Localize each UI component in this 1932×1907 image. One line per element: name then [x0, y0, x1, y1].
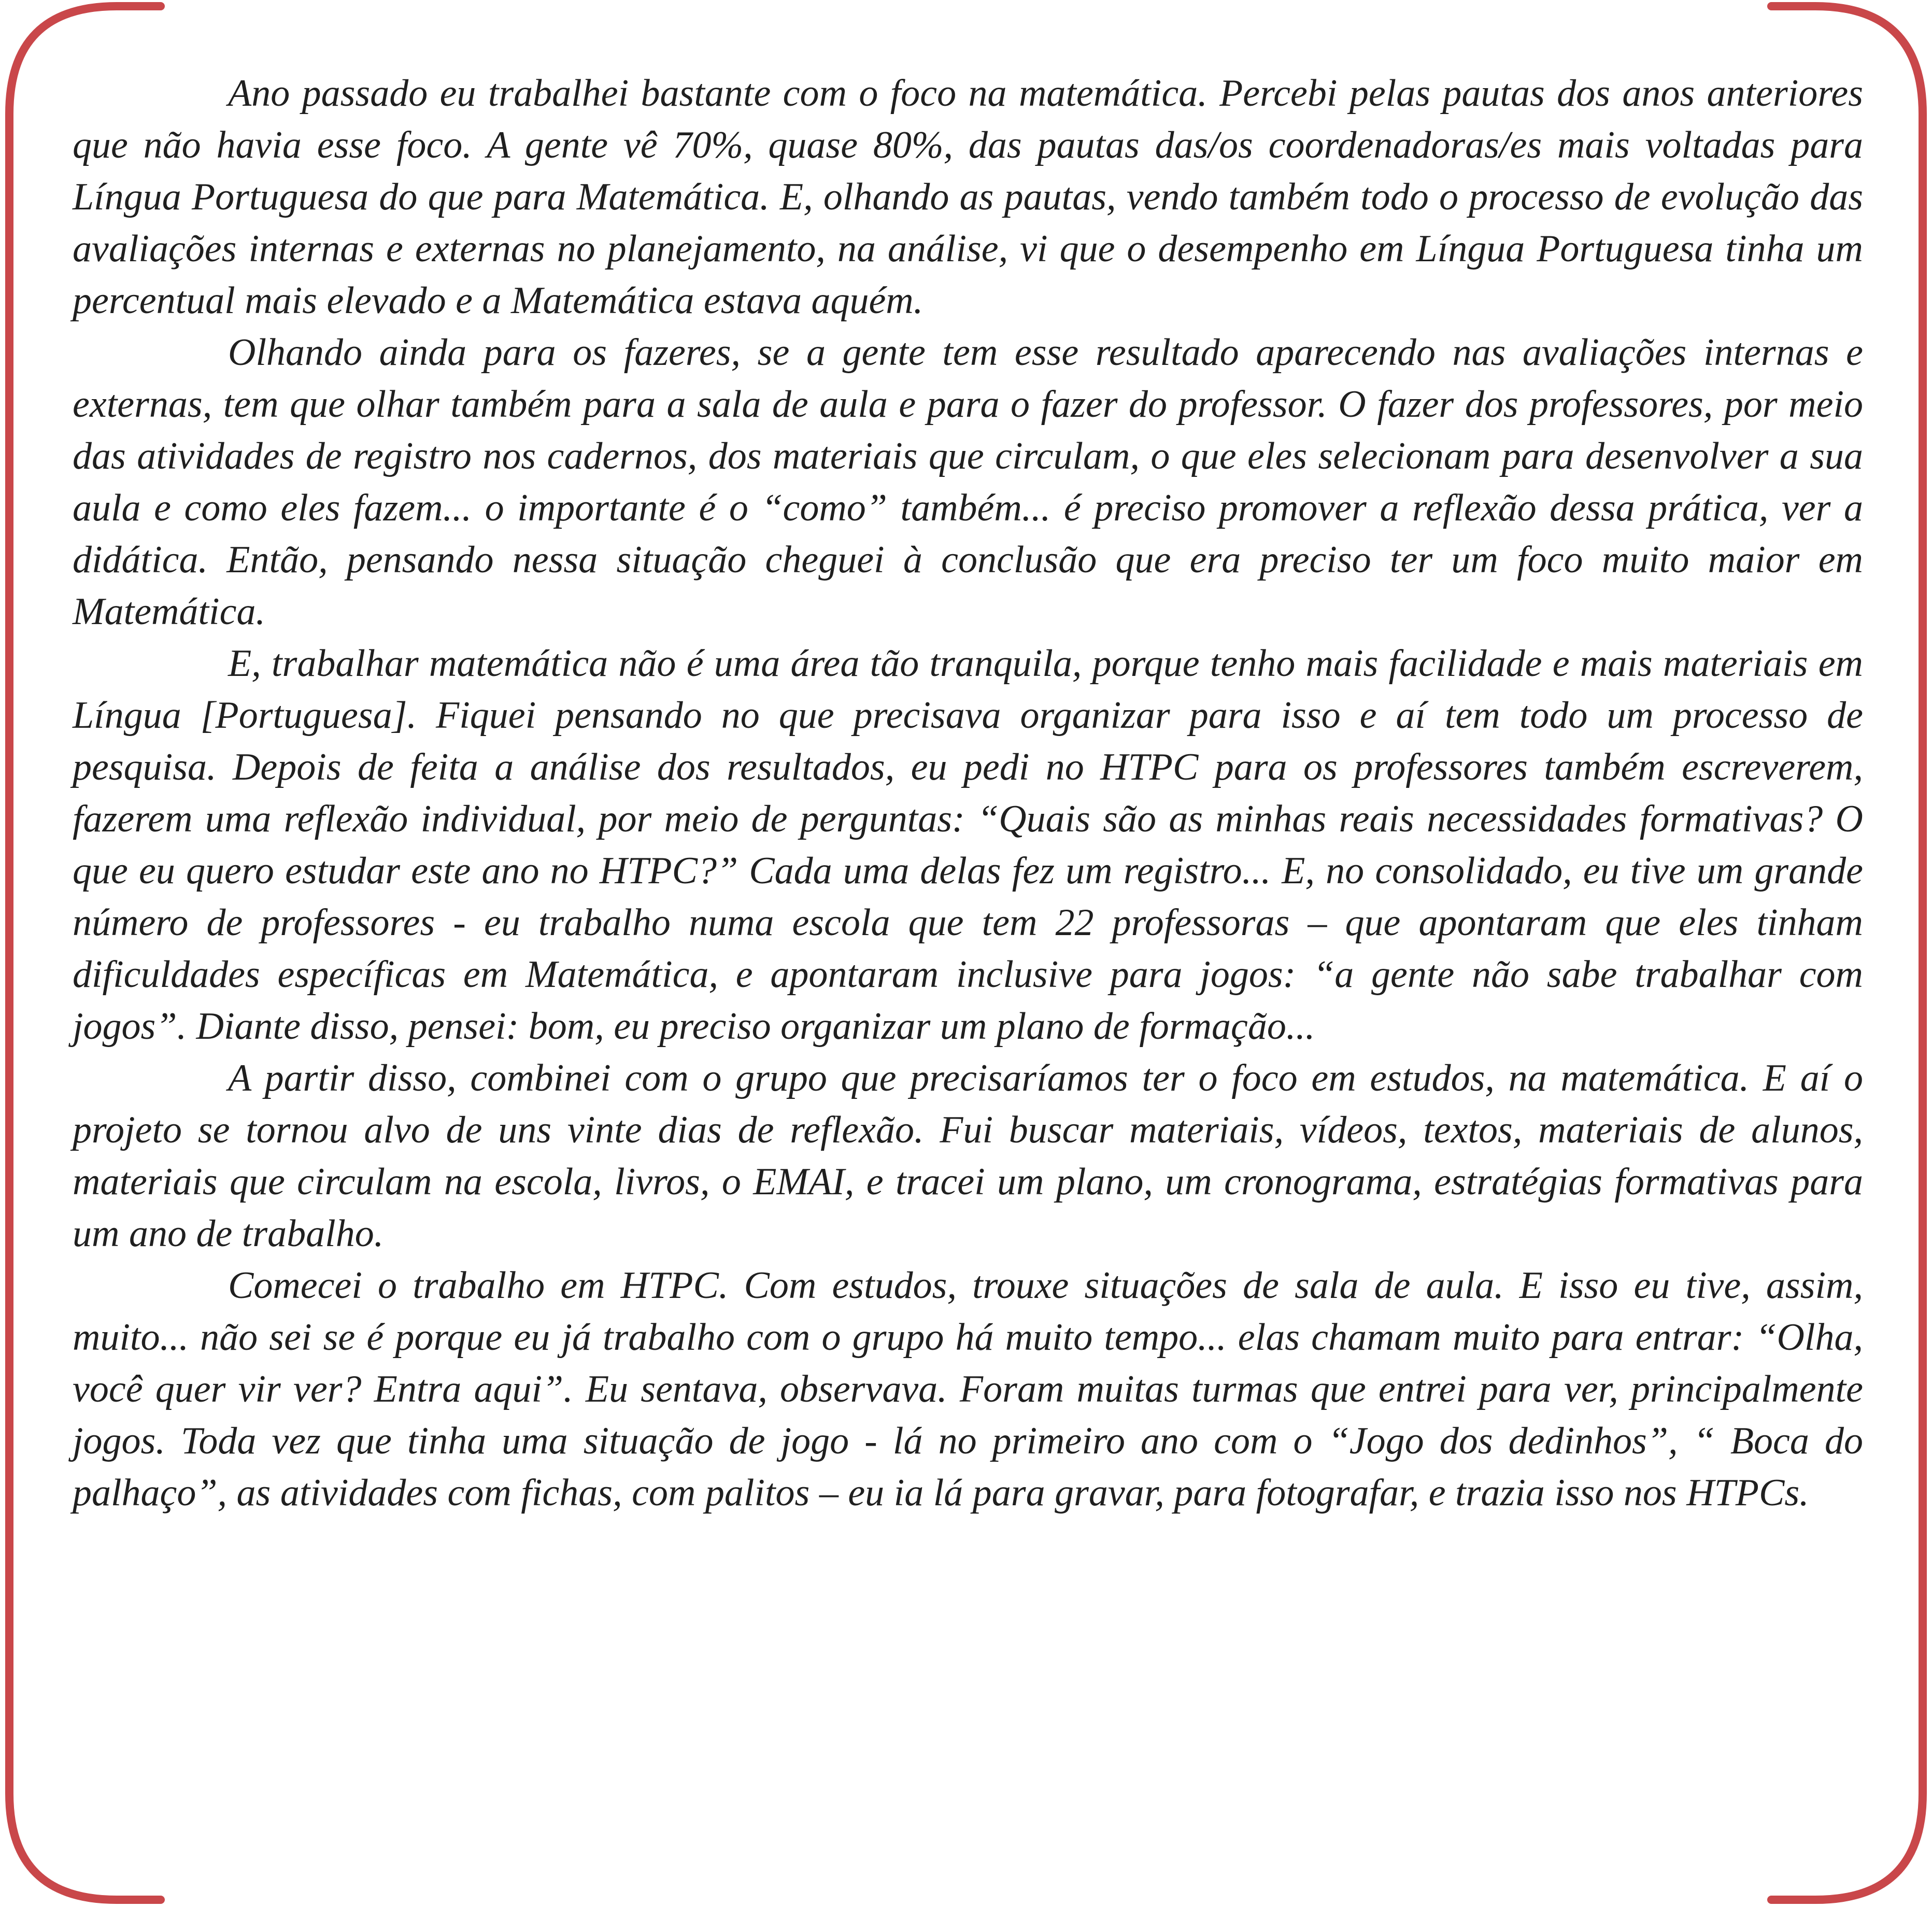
paragraph-4: A partir disso, combinei com o grupo que precisaríamos ter o foco em estudos, na matemática. E aí o projeto se tornou alvo de uns vinte dias de reflexão. Fui buscar materiais, vídeos, textos, materiais de alunos, materiais que circulam na escola, livros, o EMAI, e tracei um plano, um cronograma, estratégias formativas para um ano de trabalho. — [73, 1057, 1863, 1255]
paragraph-3: E, trabalhar matemática não é uma área tão tranquila, porque tenho mais facilidade e mais materiais em Língua [Portuguesa]. Fiquei pensando no que precisava organizar para isso e aí tem todo um processo de pesquisa. Depois de feita a análise dos resultados, eu pedi no HTPC para os professores também escreverem, fazerem uma reflexão individual, por meio de perguntas: “Quais são as minhas reais necessidades formativas? O que eu quero estudar este ano no HTPC?” Cada uma delas fez um registro... E, no consolidado, eu tive um grande número de professores - eu trabalho numa escola que tem 22 professoras – que apontaram que eles tinham dificuldades específicas em Matemática, e apontaram inclusive para jogos: “a gente não sabe trabalhar com jogos”. Diante disso, pensei: bom, eu preciso organizar um plano de formação... — [73, 642, 1863, 1048]
paragraph-5: Comecei o trabalho em HTPC. Com estudos, trouxe situações de sala de aula. E isso eu tive, assim, muito... não sei se é porque eu já trabalho com o grupo há muito tempo... elas chamam muito para entrar: “Olha, você quer vir ver? Entra aqui”. Eu sentava, observava. Foram muitas turmas que entrei para ver, principalmente jogos. Toda vez que tinha uma situação de jogo - lá no primeiro ano com o “Jogo dos dedinhos”, “ Boca do palhaço”, as atividades com fichas, com palitos – eu ia lá para gravar, para fotografar, e trazia isso nos HTPCs. — [73, 1264, 1863, 1514]
interview-excerpt — [73, 67, 1863, 1519]
paragraph-2: Olhando ainda para os fazeres, se a gente tem esse resultado aparecendo nas avaliações internas e externas, tem que olhar também para a sala de aula e para o fazer do professor. O fazer dos professores, por meio das atividades de registro nos cadernos, dos materiais que circulam, o que eles selecionam para desenvolver a sua aula e como eles fazem... o importante é o “como” também... é preciso promover a reflexão dessa prática, ver a didática. Então, pensando nessa situação cheguei à conclusão que era preciso ter um foco muito maior em Matemática. — [73, 331, 1863, 633]
paragraph-1: Ano passado eu trabalhei bastante com o foco na matemática. Percebi pelas pautas dos anos anteriores que não havia esse foco. A gente vê 70%, quase 80%, das pautas das/os coordenadoras/es mais voltadas para Língua Portuguesa do que para Matemática. E, olhando as pautas, vendo também todo o processo de evolução das avaliações internas e externas no planejamento, na análise, vi que o desempenho em Língua Portuguesa tinha um percentual mais elevado e a Matemática estava aquém. — [73, 72, 1863, 322]
